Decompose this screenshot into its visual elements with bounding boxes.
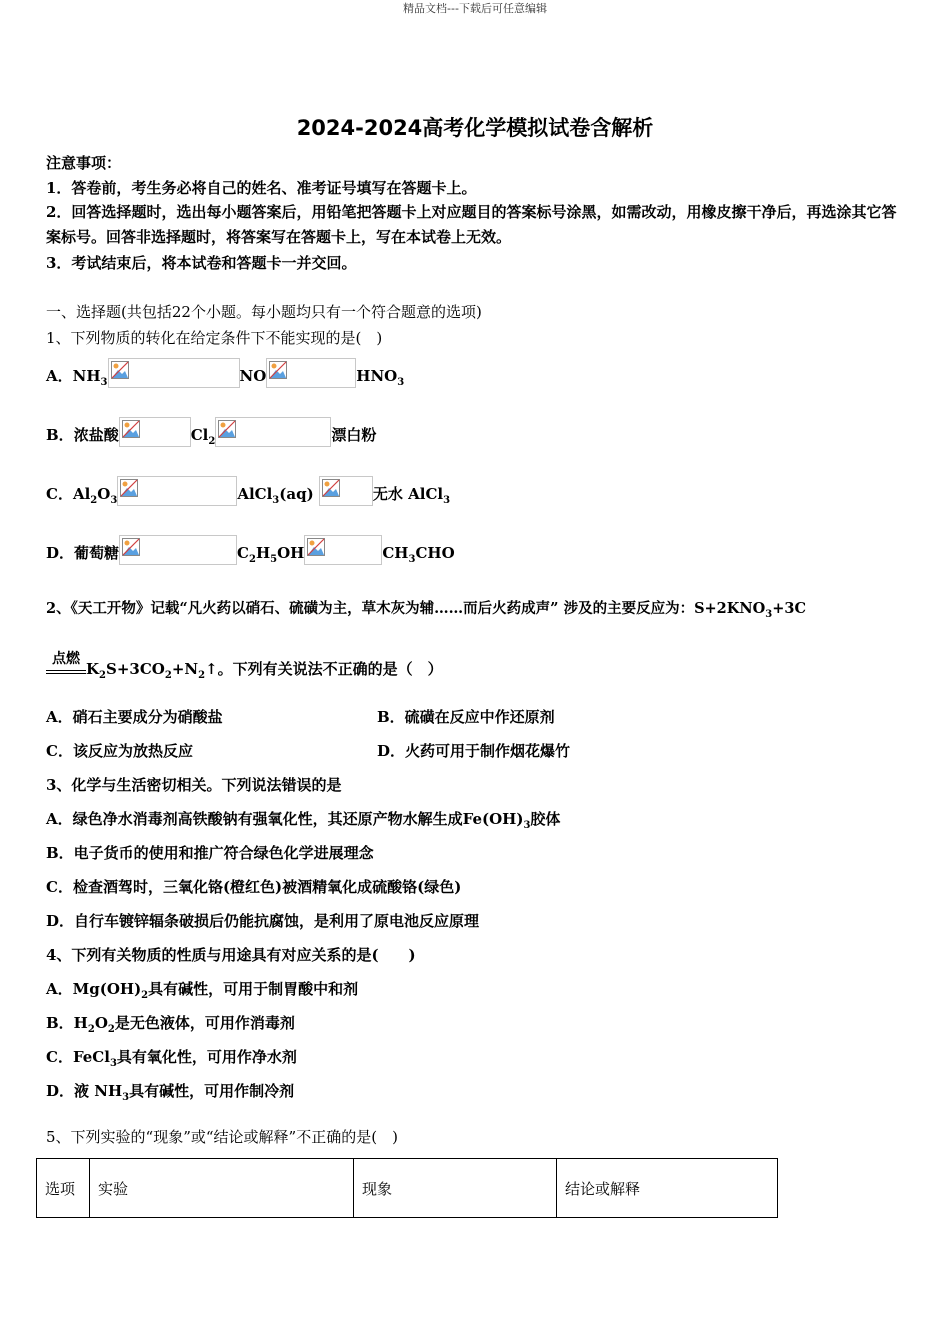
q3-option-b: B．电子货币的使用和推广符合绿色化学进展理念: [46, 844, 374, 862]
q3-stem: 3、化学与生活密切相关。下列说法错误的是: [46, 776, 342, 794]
broken-image-icon: [111, 361, 129, 379]
q2-option-c: C．该反应为放热反应: [46, 742, 193, 760]
q5-stem: 5、下列实验的“现象”或“结论或解释”不正确的是( ): [46, 1128, 398, 1146]
notice-item-2: 2．回答选择题时，选出每小题答案后，用铅笔把答题卡上对应题目的答案标号涂黑，如需改动，用橡皮擦干净后，再选涂其它答案标号。回答非选择题时，将答案写在答题卡上，写在本试卷上无效。: [46, 203, 897, 246]
reaction-arrow-image: [119, 535, 237, 565]
notice-item-3: 3．考试结束后，将本试卷和答题卡一并交回。: [46, 254, 357, 272]
reaction-arrow-image: [119, 417, 191, 447]
page-header: 精品文档---下载后可任意编辑: [403, 2, 547, 15]
broken-image-icon: [269, 361, 287, 379]
q5-table: [36, 1158, 778, 1218]
q1-option-b: B．浓盐酸 $Cl_2$ 漂白粉: [46, 417, 376, 447]
q2-stem-line2: $K_2S+3CO_2+N_2↑$。下列有关说法不正确的是（ ）: [86, 660, 443, 681]
table-header-row: [37, 1159, 778, 1218]
q2-option-b: B．硫磺在反应中作还原剂: [377, 708, 555, 726]
table-header-experiment: 实验: [90, 1159, 354, 1218]
reaction-arrow-image: [215, 417, 331, 447]
q4-option-b: B．$H_2O_2$是无色液体，可用作消毒剂: [46, 1014, 295, 1035]
q1-option-d: D．葡萄糖 $C_2H_5OH$ $CH_3CHO$: [46, 535, 455, 565]
q4-option-d: D．液 $NH_3$具有碱性，可用作制冷剂: [46, 1082, 295, 1103]
reaction-arrow-image: [117, 476, 237, 506]
broken-image-icon: [218, 420, 236, 438]
q3-option-d: D．自行车镀锌辐条破损后仍能抗腐蚀，是利用了原电池反应原理: [46, 912, 480, 930]
broken-image-icon: [122, 420, 140, 438]
q2-option-a: A．硝石主要成分为硝酸盐: [46, 708, 223, 726]
broken-image-icon: [120, 479, 138, 497]
broken-image-icon: [322, 479, 340, 497]
broken-image-icon: [122, 538, 140, 556]
q4-option-c: C．FeCl$_3$具有氧化性，可用作净水剂: [46, 1048, 297, 1069]
q3-option-a: A．绿色净水消毒剂高铁酸钠有强氧化性，其还原产物水解生成$Fe(OH)_3$胶体: [46, 810, 561, 831]
page-title: 2024-2024高考化学模拟试卷含解析: [296, 116, 654, 140]
q2-stem-line1: 2、《天工开物》记载“凡火药以硝石、硫磺为主，草木灰为辅……而后火药成声” 涉及的主要反应为：$S+2KNO_3+3C$: [46, 600, 807, 620]
reaction-arrow-image: [108, 358, 240, 388]
notice-heading: 注意事项：: [46, 154, 122, 172]
notice-item-1: 1．答卷前，考生务必将自己的姓名、准考证号填写在答题卡上。: [46, 179, 477, 197]
q2-option-d: D．火药可用于制作烟花爆竹: [377, 742, 571, 760]
q4-option-a: A．$Mg(OH)_2$具有碱性，可用于制胃酸中和剂: [46, 980, 359, 1001]
q3-option-c: C．检查酒驾时，三氧化铬(橙红色)被酒精氧化成硫酸铬(绿色): [46, 878, 462, 896]
table-header-phenomenon: 现象: [354, 1159, 557, 1218]
section-heading: 一、选择题(共包括22个小题。每小题均只有一个符合题意的选项): [46, 303, 482, 321]
reaction-arrow-image: [266, 358, 356, 388]
q1-option-a: A．$NH_3$ NO $HNO_3$: [46, 358, 404, 388]
ignition-condition: 点燃: [46, 648, 86, 674]
q1-option-c: C．$Al_2O_3$ AlCl$_3$(aq) 无水 AlCl$_3$: [46, 476, 450, 506]
reaction-arrow-image: [319, 476, 373, 506]
broken-image-icon: [307, 538, 325, 556]
table-header-conclusion: 结论或解释: [557, 1159, 778, 1218]
reaction-arrow-image: [304, 535, 382, 565]
q1-stem: 1、下列物质的转化在给定条件下不能实现的是( ): [46, 329, 383, 347]
q4-stem: 4、下列有关物质的性质与用途具有对应关系的是( ): [46, 946, 416, 964]
table-header-option: 选项: [37, 1159, 90, 1218]
